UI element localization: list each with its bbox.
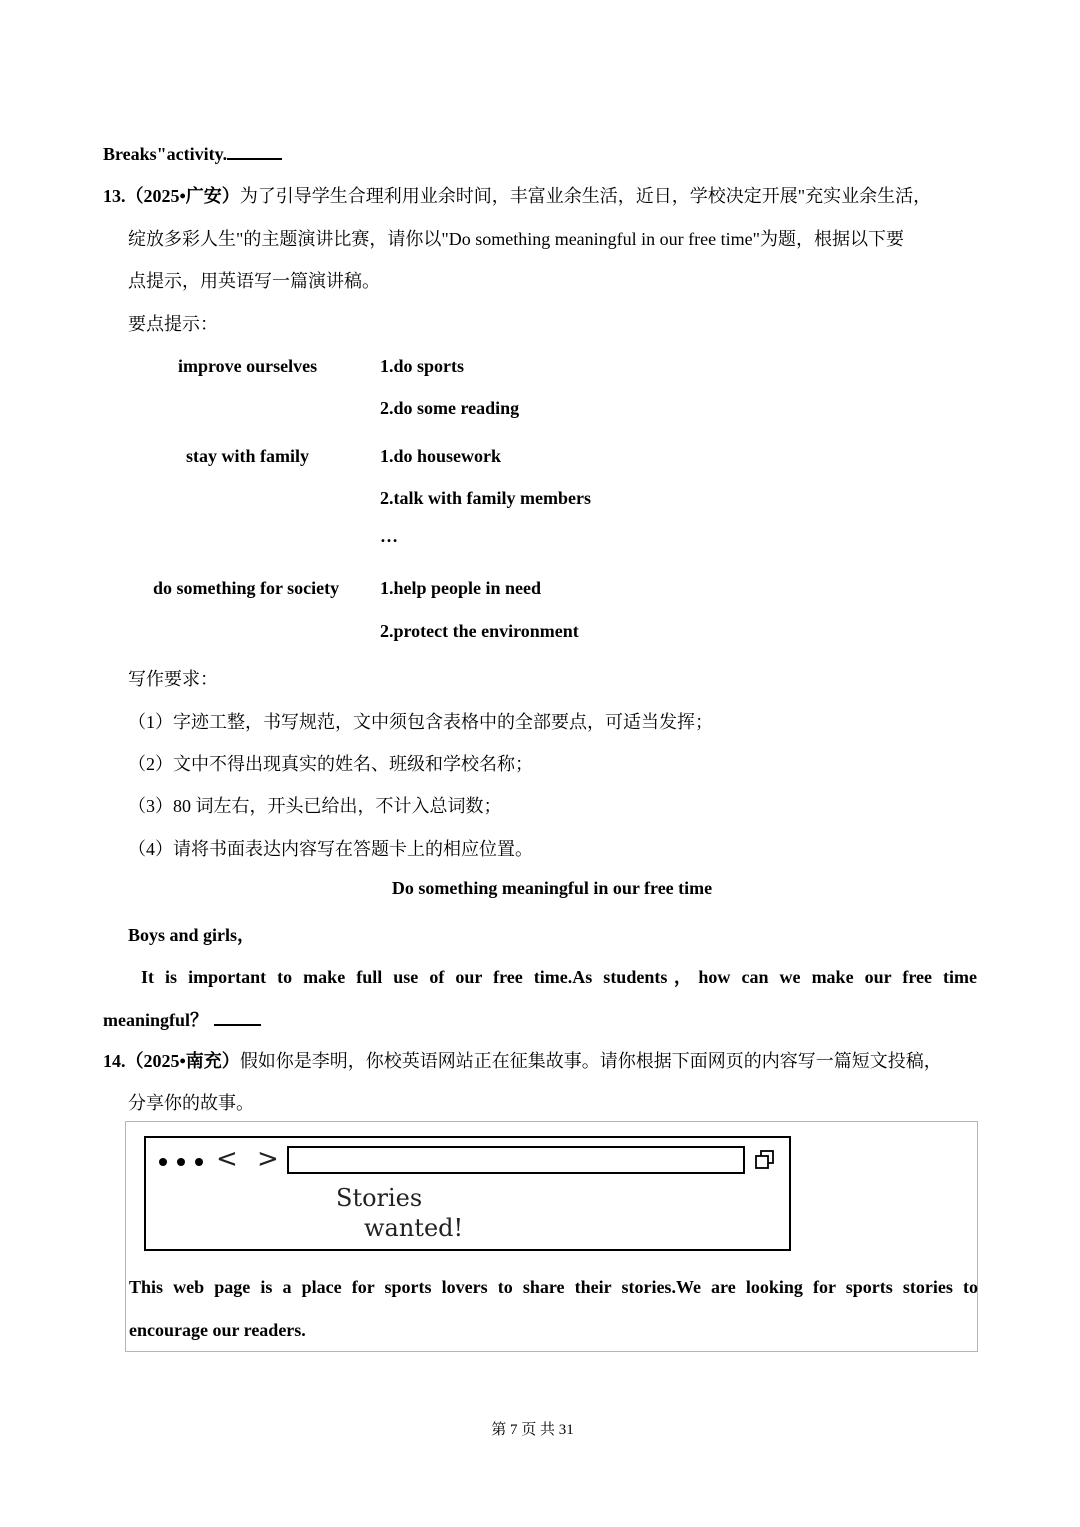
figure-desc-line2: encourage our readers.: [129, 1320, 306, 1340]
address-bar[interactable]: [287, 1146, 745, 1174]
forward-arrow-icon[interactable]: >: [257, 1144, 279, 1174]
window-dot-icon: [159, 1158, 167, 1166]
answer-blank[interactable]: [214, 1006, 261, 1026]
requirement-item: （2）文中不得出现真实的姓名、班级和学校名称；: [128, 754, 533, 774]
tip-point: 1.do housework: [380, 446, 502, 466]
tip-point: 1.do sports: [380, 356, 465, 376]
q14-line1: 14.（2025•南充）假如你是李明，你校英语网站正在征集故事。请你根据下面网页的内容写一篇短文投稿，: [103, 1051, 942, 1071]
page-footer: 第 7 页 共 31: [491, 1422, 574, 1438]
q13-line1: 13.（2025•广安）为了引导学生合理利用业余时间，丰富业余生活，近日，学校决定开展"充实业余生活，: [103, 186, 932, 206]
requirement-item: （1）字迹工整，书写规范，文中须包含表格中的全部要点，可适当发挥；: [128, 712, 713, 732]
stories-heading-line2: wanted!: [364, 1214, 464, 1242]
stories-figure: [125, 1121, 978, 1352]
q13-line3: 点提示，用英语写一篇演讲稿。: [128, 271, 380, 291]
essay-title: Do something meaningful in our free time: [391, 878, 713, 898]
essay-opening-line1: It is important to make full use of our free time.As students，how can we make our free time: [141, 967, 977, 987]
tip-point: 1.help people in need: [380, 578, 542, 598]
essay-greeting: Boys and girls，: [128, 925, 256, 945]
requirements-label: 写作要求：: [128, 669, 218, 689]
tip-point: 2.do some reading: [380, 398, 520, 418]
tip-point: 2.protect the environment: [380, 621, 579, 641]
back-arrow-icon[interactable]: <: [216, 1144, 238, 1174]
tip-topic: do something for society: [153, 578, 340, 598]
requirement-item: （3）80 词左右，开头已给出，不计入总词数；: [128, 796, 502, 816]
tip-topic: stay with family: [186, 446, 309, 466]
browser-window: [144, 1136, 791, 1251]
tips-label: 要点提示：: [128, 314, 218, 334]
window-restore-icon[interactable]: [755, 1150, 775, 1170]
q14-line2: 分享你的故事。: [128, 1093, 254, 1113]
essay-opening-line2: meaningful？: [103, 1006, 261, 1032]
tip-topic: improve ourselves: [178, 356, 318, 376]
tip-point: 2.talk with family members: [380, 488, 591, 508]
window-dot-icon: [195, 1158, 203, 1166]
answer-blank[interactable]: [227, 140, 282, 160]
figure-desc-line1: This web page is a place for sports lovers to share their stories.We are looking for sports stories to: [129, 1277, 978, 1297]
prev-question-tail: Breaks"activity.: [103, 140, 282, 165]
requirement-item: （4）请将书面表达内容写在答题卡上的相应位置。: [128, 839, 533, 859]
window-dot-icon: [177, 1158, 185, 1166]
tip-point: …: [380, 526, 398, 546]
q13-line2: 绽放多彩人生"的主题演讲比赛，请你以"Do something meaningful in our free time"为题，根据以下要: [128, 229, 904, 249]
stories-heading-line1: Stories: [336, 1184, 423, 1212]
